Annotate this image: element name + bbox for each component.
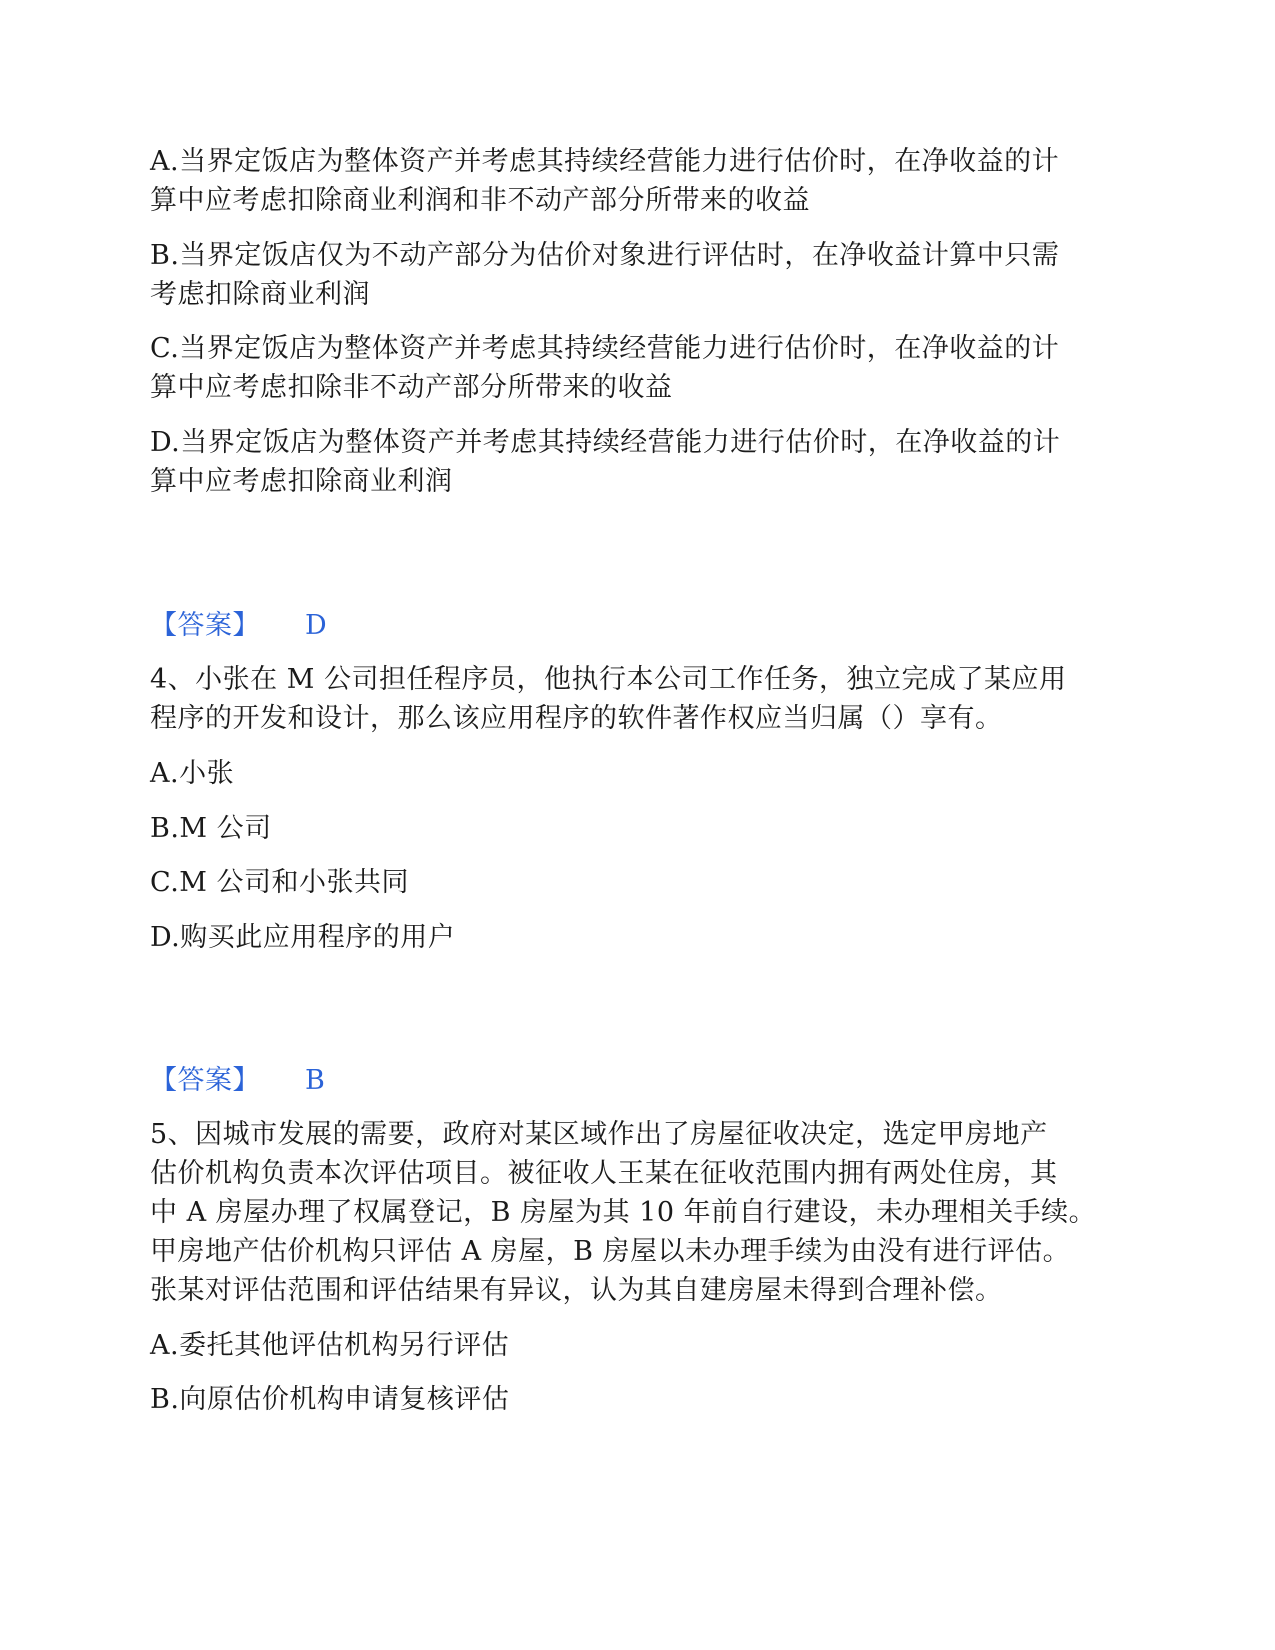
q4-option-d: D.购买此应用程序的用户 [150, 922, 456, 953]
q4-stem-line1: 4、小张在 M 公司担任程序员，他执行本公司工作任务，独立完成了某应用 [150, 664, 1067, 695]
q5-stem-line4: 甲房地产估价机构只评估 A 房屋，B 房屋以未办理手续为由没有进行评估。 [150, 1236, 1071, 1267]
q5-option-a: A.委托其他评估机构另行评估 [150, 1330, 510, 1361]
q3-option-d-line1: D.当界定饭店为整体资产并考虑其持续经营能力进行估价时，在净收益的计 [150, 427, 1061, 458]
q3-option-a-line1: A.当界定饭店为整体资产并考虑其持续经营能力进行估价时，在净收益的计 [150, 146, 1060, 177]
q5-option-b: B.向原估价机构申请复核评估 [150, 1384, 510, 1415]
q4-stem-line2: 程序的开发和设计，那么该应用程序的软件著作权应当归属（）享有。 [150, 703, 1003, 734]
q4-option-c: C.M 公司和小张共同 [150, 867, 410, 898]
q5-stem-line1: 5、因城市发展的需要，政府对某区域作出了房屋征收决定，选定甲房地产 [150, 1119, 1048, 1150]
answer-label: 【答案】 [150, 1065, 260, 1096]
q5-stem-line5: 张某对评估范围和评估结果有异议，认为其自建房屋未得到合理补偿。 [150, 1275, 1003, 1306]
q5-stem-line3: 中 A 房屋办理了权属登记，B 房屋为其 10 年前自行建设，未办理相关手续。 [150, 1197, 1097, 1228]
q4-option-a: A.小张 [150, 758, 235, 789]
q4-option-b: B.M 公司 [150, 813, 272, 844]
answer-3 [150, 606, 1110, 646]
answer-label: 【答案】 [150, 610, 260, 641]
q3-option-d-line2: 算中应考虑扣除商业利润 [150, 466, 453, 497]
q3-option-b-line1: B.当界定饭店仅为不动产部分为估价对象进行评估时，在净收益计算中只需 [150, 240, 1060, 271]
answer-4 [150, 1061, 1110, 1101]
q5-stem-line2: 估价机构负责本次评估项目。被征收人王某在征收范围内拥有两处住房，其 [150, 1158, 1058, 1189]
q3-option-c-line2: 算中应考虑扣除非不动产部分所带来的收益 [150, 372, 673, 403]
answer-value: B [305, 1065, 326, 1096]
q3-option-b-line2: 考虑扣除商业利润 [150, 279, 370, 310]
answer-value: D [305, 610, 328, 641]
q3-option-a-line2: 算中应考虑扣除商业利润和非不动产部分所带来的收益 [150, 185, 810, 216]
q3-option-c-line1: C.当界定饭店为整体资产并考虑其持续经营能力进行估价时，在净收益的计 [150, 333, 1060, 364]
